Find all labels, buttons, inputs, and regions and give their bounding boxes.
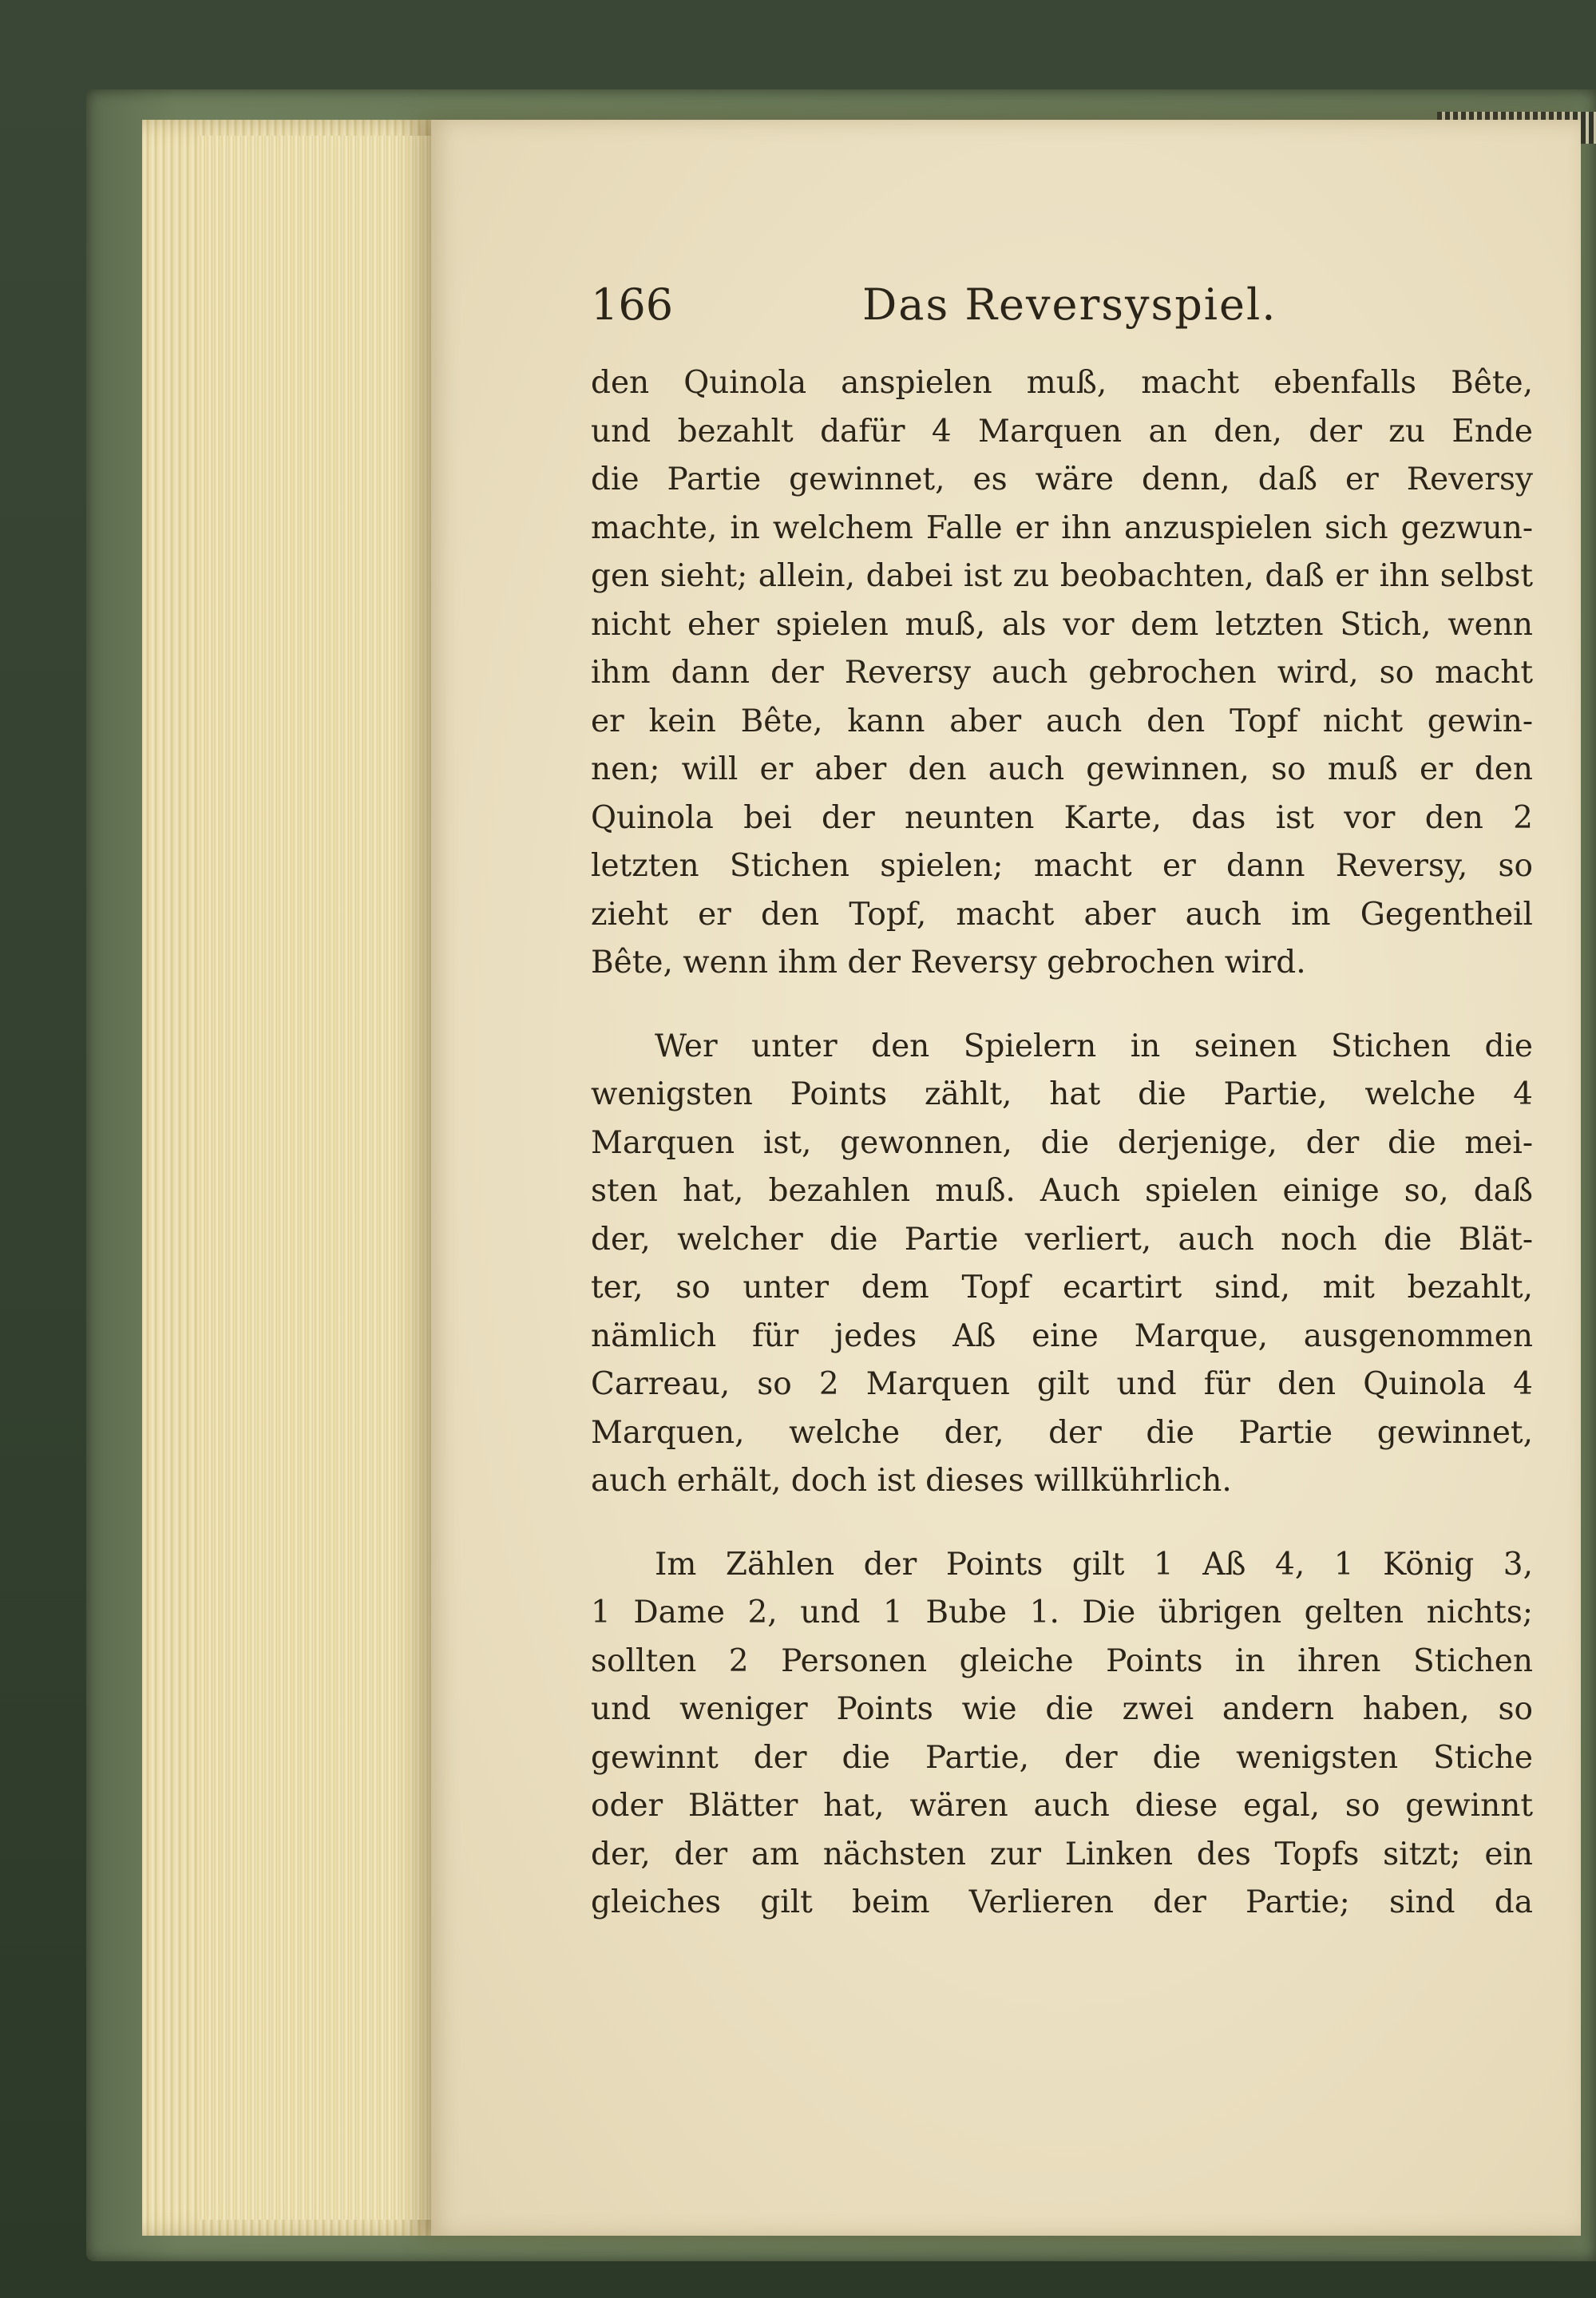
text-line: Bête, wenn ihm der Reversy gebrochen wird.: [591, 945, 1306, 981]
text-line: Marquen ist, gewonnen, die derjenige, der die mei-: [591, 1124, 1533, 1161]
text-line: Wer unter den Spielern in seinen Stichen die: [655, 1028, 1533, 1064]
running-title: Das Reversyspiel.: [862, 279, 1277, 330]
text-line: Carreau, so 2 Marquen gilt und für den Quinola 4: [591, 1366, 1533, 1402]
text-line: er kein Bête, kann aber auch den Topf nicht gewin-: [591, 703, 1533, 739]
text-line: und bezahlt dafür 4 Marquen an den, der zu Ende: [591, 413, 1533, 450]
paragraph: [591, 359, 1533, 988]
paragraph: [591, 1023, 1533, 1506]
text-line: wenigsten Points zählt, hat die Partie, welche 4: [591, 1076, 1533, 1112]
text-line: gleiches gilt beim Verlieren der Partie; sind da: [591, 1884, 1533, 1920]
page-number: 166: [591, 279, 674, 330]
book-page: [431, 120, 1581, 2236]
paragraph: [591, 1541, 1533, 1928]
text-line: letzten Stichen spielen; macht er dann Reversy, so: [591, 848, 1533, 884]
text-line: 1 Dame 2, und 1 Bube 1. Die übrigen gelten nichts;: [591, 1595, 1533, 1630]
page-header: [591, 279, 1533, 343]
text-line: gen sieht; allein, dabei ist zu beobachten, daß er ihn selbst: [591, 558, 1533, 594]
text-line: Marquen, welche der, der die Partie gewinnet,: [591, 1414, 1533, 1451]
page-text: [591, 279, 1533, 1928]
text-line: nen; will er aber den auch gewinnen, so muß er den: [591, 751, 1533, 787]
text-line: sollten 2 Personen gleiche Points in ihren Stichen: [591, 1642, 1533, 1679]
text-line: Im Zählen der Points gilt 1 Aß 4, 1 König 3,: [655, 1546, 1533, 1583]
text-line: gewinnt der die Partie, der die wenigsten Stiche: [591, 1739, 1533, 1776]
text-line: machte, in welchem Falle er ihn anzuspielen sich gezwun-: [591, 509, 1533, 546]
text-line: sten hat, bezahlen muß. Auch spielen einige so, daß: [591, 1173, 1533, 1209]
text-line: die Partie gewinnet, es wäre denn, daß er Reversy: [591, 462, 1533, 497]
text-line: ihm dann der Reversy auch gebrochen wird, so macht: [591, 655, 1533, 691]
text-line: der, welcher die Partie verliert, auch noch die Blät-: [591, 1221, 1533, 1258]
text-line: nicht eher spielen muß, als vor dem letzten Stich, wenn: [591, 606, 1533, 643]
text-line: nämlich für jedes Aß eine Marque, ausgenommen: [591, 1317, 1533, 1354]
text-line: ter, so unter dem Topf ecartirt sind, mit bezahlt,: [591, 1270, 1533, 1306]
text-line: oder Blätter hat, wären auch diese egal, so gewinnt: [591, 1788, 1533, 1824]
text-line: und weniger Points wie die zwei andern haben, so: [591, 1691, 1533, 1727]
text-line: der, der am nächsten zur Linken des Topfs sitzt; ein: [591, 1836, 1533, 1872]
text-line: den Quinola anspielen muß, macht ebenfalls Bête,: [591, 365, 1533, 401]
page-block-edges-inner: [198, 136, 438, 2220]
text-line: Quinola bei der neunten Karte, das ist vor den 2: [591, 799, 1533, 836]
text-line: auch erhält, doch ist dieses willkührlich.: [591, 1463, 1232, 1499]
text-line: zieht er den Topf, macht aber auch im Gegentheil: [591, 896, 1533, 933]
